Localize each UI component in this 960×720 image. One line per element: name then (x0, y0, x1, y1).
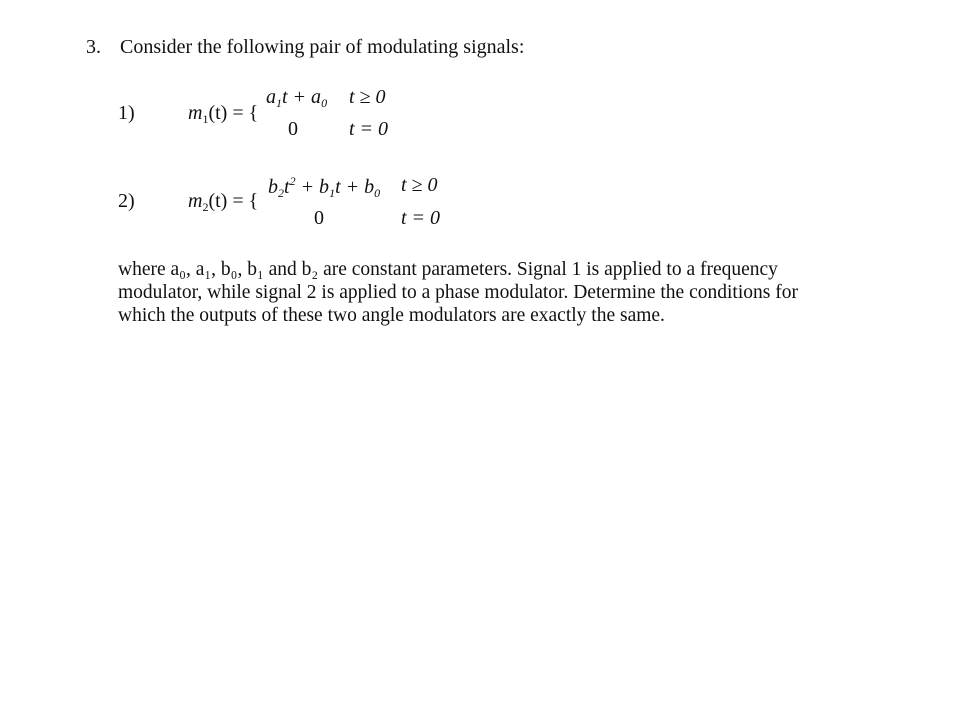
signal-2-case1-expr (268, 174, 380, 201)
signal-2-label: 2) (118, 190, 135, 212)
signal-2-case2-expr: 0 (314, 207, 324, 229)
expr-sub: 0 (321, 96, 328, 110)
signal-1-func-sub: 1 (202, 112, 209, 126)
signal-1-case1-cond (349, 86, 386, 109)
signal-1-func-arg: (t) = { (208, 102, 259, 124)
signal-1-case1-expr (266, 86, 327, 111)
signal-1-case2-cond: t = 0 (349, 118, 389, 140)
expr-sub: 0 (374, 186, 381, 200)
paragraph-line: which the outputs of these two angle modulators are exactly the same. (118, 305, 665, 326)
signal-1-lhs (188, 102, 258, 127)
signal-1-func-name: m (188, 102, 203, 124)
paragraph-line: modulator, while signal 2 is applied to a phase modulator. Determine the conditions for (118, 282, 798, 303)
expr-part: a (266, 86, 276, 108)
expr-part: t + b (335, 176, 375, 198)
problem-description (118, 258, 858, 327)
expr-sub: 1 (276, 96, 282, 110)
expr-part: + b (295, 176, 330, 198)
signal-2-lhs (188, 190, 258, 215)
expr-part: t + a (282, 86, 322, 108)
expr-sub: 2 (278, 186, 284, 200)
expr-part: t (284, 176, 290, 198)
question-number: 3. (86, 36, 101, 58)
signal-2-func-name: m (188, 190, 203, 212)
signal-2-case2-cond: t = 0 (401, 207, 441, 229)
signal-1-case2-expr: 0 (288, 118, 298, 140)
expr-sup: 2 (289, 174, 296, 188)
expr-sub: 1 (329, 186, 336, 200)
signal-2-func-sub: 2 (202, 200, 209, 214)
paragraph-line: where a₀, a₁, b₀, b₁ and b₂ are constant parameters. Signal 1 is applied to a frequency (118, 259, 778, 280)
signal-2-case1-cond: t ≥ 0 (401, 174, 438, 196)
signal-1-label: 1) (118, 102, 135, 124)
cond-text: t ≥ 0 (349, 86, 386, 108)
question-prompt: Consider the following pair of modulating signals: (120, 36, 525, 58)
expr-part: b (268, 176, 278, 198)
signal-2-func-arg: (t) = { (208, 190, 259, 212)
